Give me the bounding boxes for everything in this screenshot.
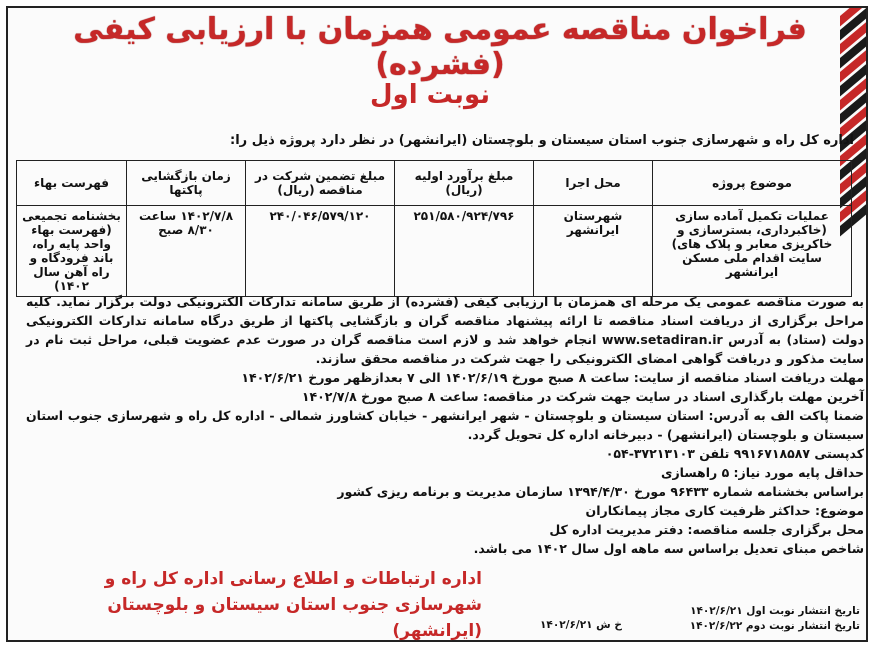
publication-date-first: تاریخ انتشار نوبت اول ۱۴۰۲/۶/۲۱ bbox=[690, 605, 860, 617]
notice-body bbox=[26, 292, 864, 558]
body-paragraph: حداقل پایه مورد نیاز: ۵ راهسازی bbox=[660, 465, 864, 480]
table-header: محل اجرا bbox=[534, 161, 653, 206]
issuer-footer: اداره ارتباطات و اطلاع رسانی اداره کل راه و شهرسازی جنوب استان سیستان و بلوچستان (ایرانشهر) bbox=[104, 569, 482, 641]
table-header-row bbox=[17, 161, 852, 206]
notice-code: خ ش ۱۴۰۲/۶/۲۱ bbox=[540, 619, 622, 631]
body-paragraph: شاخص مبنای تعدیل براساس سه ماهه اول سال ۱۴۰۲ می باشد. bbox=[473, 541, 864, 556]
notice-subtitle: نوبت اول bbox=[369, 80, 491, 110]
tender-table bbox=[16, 160, 852, 297]
notice-title: فراخوان مناقصه عمومی همزمان با ارزیابی کیفی (فشرده) bbox=[73, 12, 807, 82]
body-paragraph: موضوع: حداکثر ظرفیت کاری مجاز پیمانکاران bbox=[585, 503, 864, 518]
table-header: موضوع پروژه bbox=[653, 161, 852, 206]
table-header: مبلغ برآورد اولیه (ریال) bbox=[395, 161, 534, 206]
body-paragraph: کدپستی ۹۹۱۶۷۱۸۵۸۷ تلفن ۳۷۲۱۳۱۰۳-۰۵۴ bbox=[605, 446, 864, 461]
body-paragraph: ضمنا پاکت الف به آدرس: استان سیستان و بلوچستان - شهر ایرانشهر - خیابان کشاورز شمالی - اداره کل راه و شهرسازی جنوب استان سیستان و بلوچستان (ایرانشهر) - دبیرخانه اداره کل تحویل گردد. bbox=[26, 408, 864, 442]
publication-dates bbox=[460, 604, 860, 634]
table-row bbox=[17, 206, 852, 297]
table-header: زمان بازگشایی پاکتها bbox=[127, 161, 246, 206]
table-cell: ۲۴۰/۰۴۶/۵۷۹/۱۲۰ bbox=[246, 206, 395, 297]
body-paragraph: محل برگزاری جلسه مناقصه: دفتر مدیریت اداره کل bbox=[549, 522, 864, 537]
table-cell: عملیات تکمیل آماده سازی (خاکبرداری، بسترسازی و خاکریزی معابر و پلاک های) سایت اقدام ملی مسکن ایرانشهر bbox=[653, 206, 852, 297]
body-paragraph: براساس بخشنامه شماره ۹۶۴۳۳ مورخ ۱۳۹۴/۴/۳۰ سازمان مدیریت و برنامه ریزی کشور bbox=[337, 484, 864, 499]
table-header: مبلغ تضمین شرکت در مناقصه (ریال) bbox=[246, 161, 395, 206]
intro-text: اداره کل راه و شهرسازی جنوب استان سیستان و بلوچستان (ایرانشهر) در نظر دارد پروژه ذیل را: bbox=[230, 133, 854, 148]
table-cell: ۲۵۱/۵۸۰/۹۲۴/۷۹۶ bbox=[395, 206, 534, 297]
table-cell: ۱۴۰۲/۷/۸ ساعت ۸/۳۰ صبح bbox=[127, 206, 246, 297]
table-cell: شهرستان ایرانشهر bbox=[534, 206, 653, 297]
table-cell: بخشنامه تجمیعی (فهرست بهاء واحد پایه راه، باند فرودگاه و راه آهن سال ۱۴۰۲) bbox=[17, 206, 127, 297]
body-paragraph: آخرین مهلت بارگذاری اسناد در سایت جهت شرکت در مناقصه: ساعت ۸ صبح مورخ ۱۴۰۲/۷/۸ bbox=[301, 389, 864, 404]
body-paragraph: به صورت مناقصه عمومی یک مرحله ای همزمان با ارزیابی کیفی (فشرده) از طریق سامانه تدارکات الکترونیکی دولت برگزار نماید. کلیه مراحل برگزاری از دریافت اسناد مناقصه تا ارائه پیشنهاد مناقصه گران و بازگشایی پاکتها از طریق درگاه سامانه تدارکات الکترونیکی دولت (ستاد) به آدرس www.setadiran.ir انجام خواهد شد و لازم است مناقصه گران در صورت عدم عضویت قبلی، مراحل ثبت نام در سایت مذکور و دریافت گواهی امضای الکترونیکی را جهت شرکت در مناقصه محقق سازند. bbox=[26, 294, 864, 366]
publication-date-second: تاریخ انتشار نوبت دوم ۱۴۰۲/۶/۲۲ bbox=[689, 620, 860, 632]
table-header: فهرست بهاء bbox=[17, 161, 127, 206]
body-paragraph: مهلت دریافت اسناد مناقصه از سایت: ساعت ۸ صبح مورخ ۱۴۰۲/۶/۱۹ الی ۷ بعدازظهر مورخ ۱۴۰۲/۶/۲۱ bbox=[241, 370, 864, 385]
